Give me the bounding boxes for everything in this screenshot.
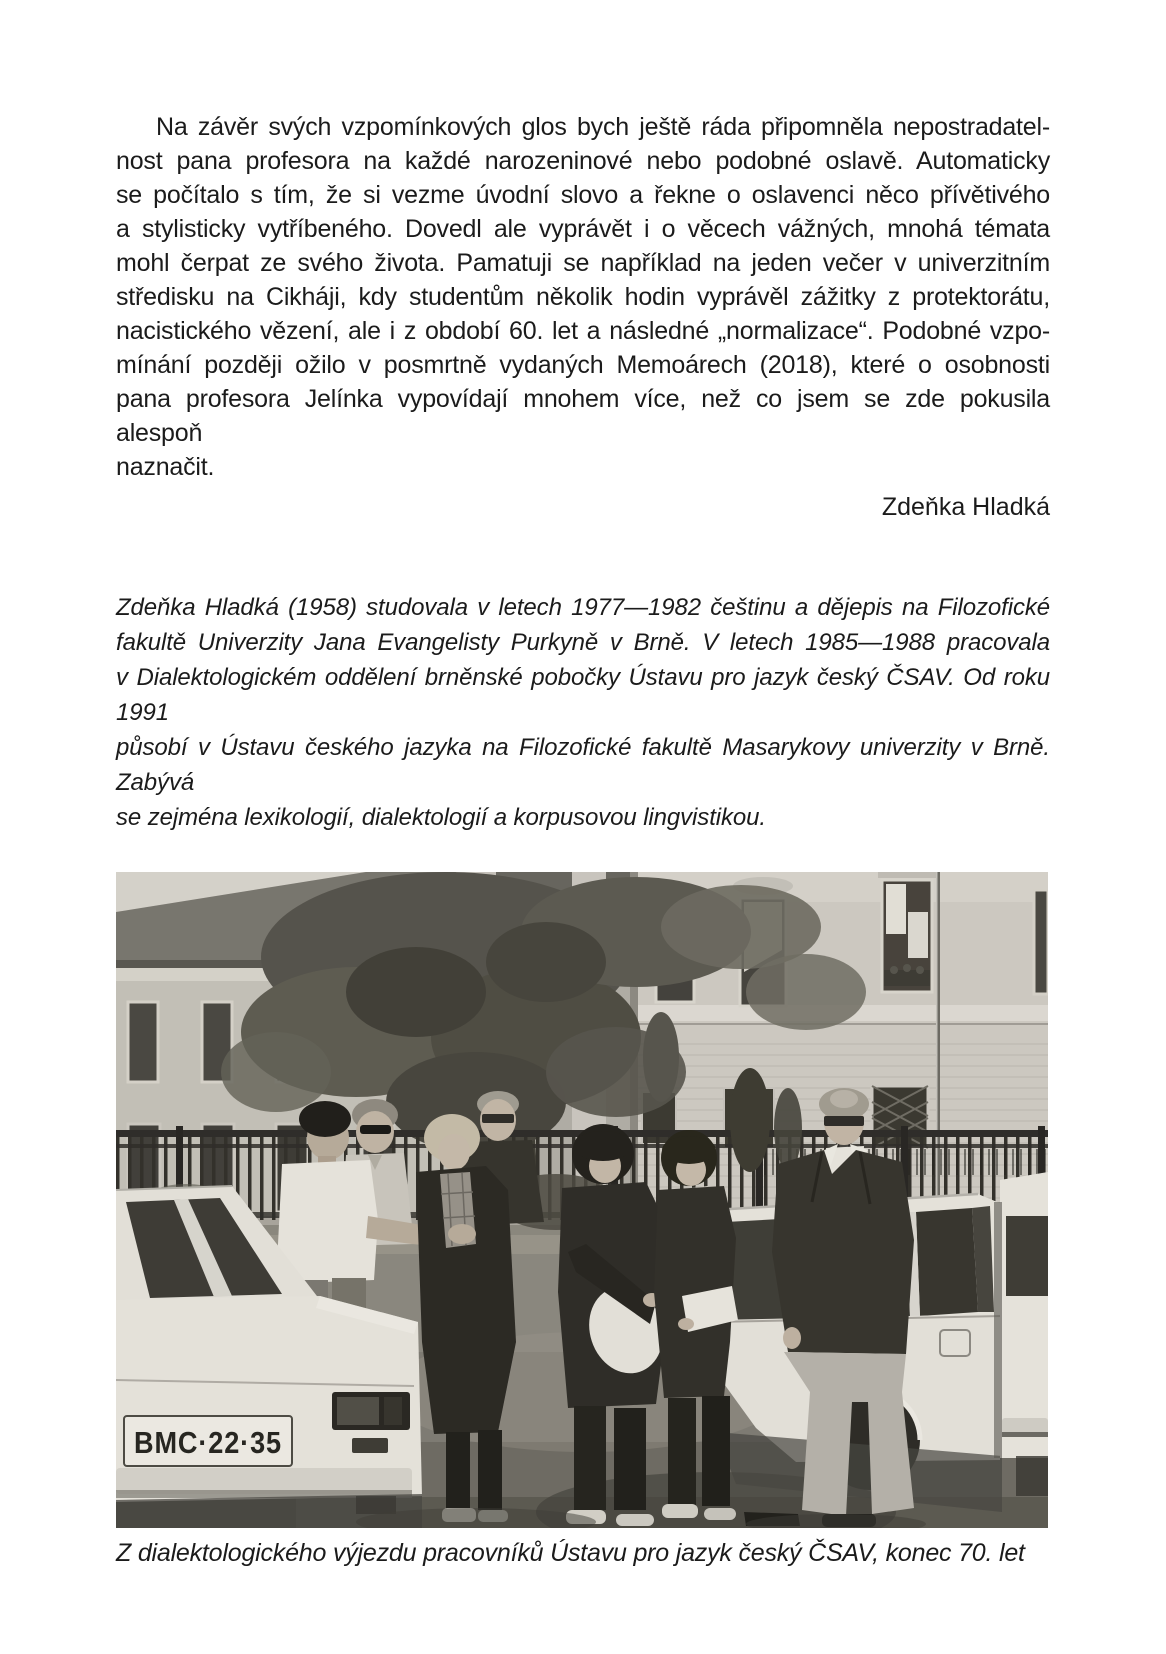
photo-tone-overlay (116, 872, 1048, 1528)
paragraph-line: mohl čerpat ze svého života. Pamatuji se například na jeden večer v univerzitním (116, 249, 1050, 277)
author-bio (116, 590, 1050, 835)
paragraph-line: Na závěr svých vzpomínkových glos bych ještě ráda připomněla nepostradatel- (156, 113, 1050, 141)
photo-caption: Z dialektologického výjezdu pracovníků Ústavu pro jazyk český ČSAV, konec 70. let (116, 1539, 1025, 1567)
paragraph-line: nost pana profesora na každé narozeninové nebo podobné oslavě. Automaticky (116, 147, 1050, 175)
paragraph-line: naznačit. (116, 453, 215, 481)
photo-figure (116, 872, 1050, 1570)
author-signature: Zdeňka Hladká (881, 493, 1050, 521)
bio-line: se zejména lexikologií, dialektologií a korpusovou lingvistikou. (116, 804, 766, 831)
group-photograph (116, 872, 1048, 1528)
paragraph-line: nacistického vězení, ale i z období 60. let a následné „normalizace“. Podobné vzpo- (116, 317, 1050, 345)
bio-line: Zdeňka Hladká (1958) studovala v letech 1977—1982 češtinu a dějepis na Filozofické (116, 594, 1050, 621)
paragraph-line: mínání později ožilo v posmrtně vydaných Memoárech (2018), které o osobnosti (116, 351, 1050, 379)
bio-line: v Dialektologickém oddělení brněnské pobočky Ústavu pro jazyk český ČSAV. Od roku 1991 (116, 664, 1050, 726)
bio-line: fakultě Univerzity Jana Evangelisty Purkyně v Brně. V letech 1985—1988 pracovala (116, 629, 1050, 656)
license-plate-text: BMC·22·35 (134, 1425, 282, 1460)
paragraph-line: pana profesora Jelínka vypovídají mnohem více, než co jsem se zde pokusila alespoň (116, 385, 1050, 447)
memoir-paragraph (116, 110, 1050, 484)
paragraph-line: se počítalo s tím, že si vezme úvodní slovo a řekne o oslavenci něco přívětivého (116, 181, 1050, 209)
paragraph-line: středisku na Cikháji, kdy studentům několik hodin vyprávěl zážitky z protektorátu, (116, 283, 1050, 311)
bio-line: působí v Ústavu českého jazyka na Filozofické fakultě Masarykovy univerzity v Brně. Zabývá (116, 734, 1050, 796)
paragraph-line: a stylisticky vytříbeného. Dovedl ale vyprávět i o věcech vážných, mnohá témata (116, 215, 1050, 243)
